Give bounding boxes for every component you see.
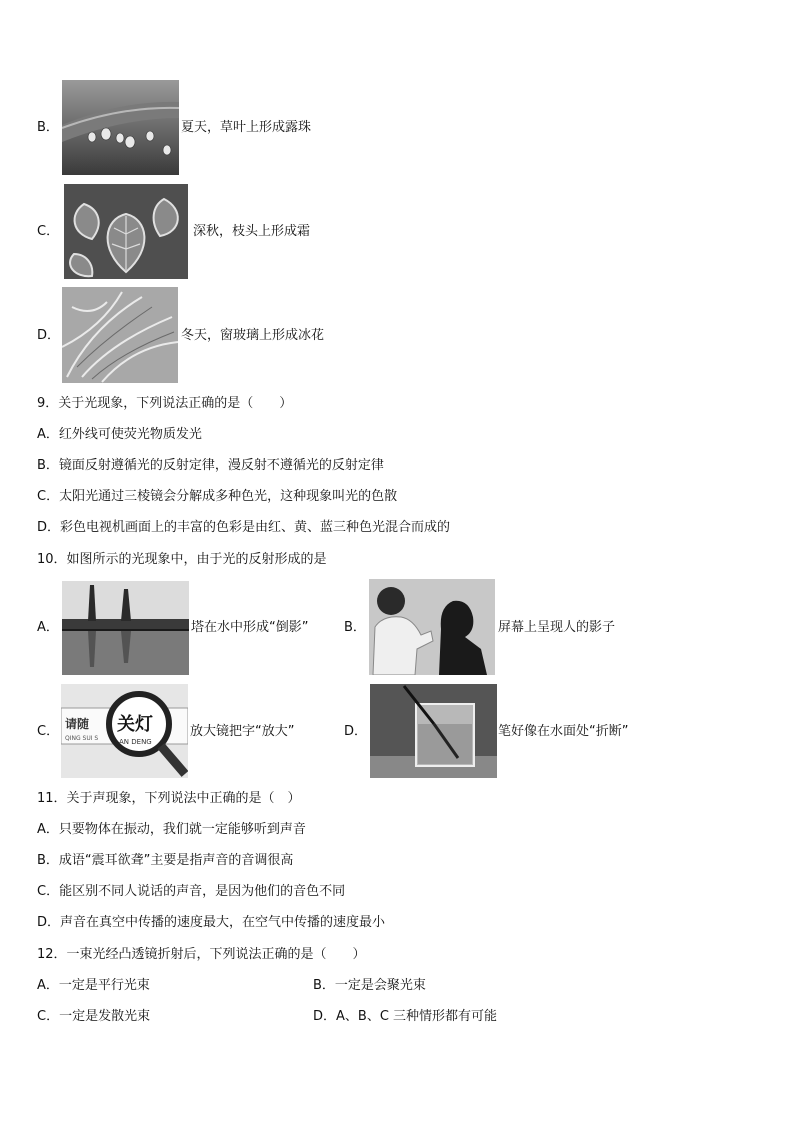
q10-option-c-text: 放大镜把字“放大” <box>190 724 295 739</box>
q12-option-a: A．一定是平行光束 <box>37 978 150 993</box>
q8-option-d-letter: D． <box>37 328 61 343</box>
q9-option-d: D．彩色电视机画面上的丰富的色彩是由红、黄、蓝三种色光混合而成的 <box>37 520 451 535</box>
sign-pinyin-lens: AN DENG <box>119 738 152 746</box>
q9-option-c: C．太阳光通过三棱镜会分解成多种色光，这种现象叫光的色散 <box>37 489 398 504</box>
q10-option-d-letter: D． <box>344 724 368 739</box>
q11-option-b: B．成语“震耳欲聋”主要是指声音的音调很高 <box>37 853 294 868</box>
sign-text-lens: 关灯 <box>117 714 153 735</box>
q12-option-b: B．一定是会聚光束 <box>313 978 426 993</box>
q12-stem: 12．一束光经凸透镜折射后，下列说法正确的是（ ） <box>37 947 366 962</box>
q11-stem: 11．关于声现象，下列说法中正确的是（ ） <box>37 791 301 806</box>
sign-pinyin-left: QING SUI S <box>65 735 99 742</box>
q8-option-b-text: 夏天，草叶上形成露珠 <box>181 120 312 135</box>
sign-text-left: 请随 <box>65 717 90 731</box>
ice-flowers-on-window-image <box>62 287 178 383</box>
q11-option-c: C．能区别不同人说话的声音，是因为他们的音色不同 <box>37 884 346 899</box>
hand-shadow-on-screen-image <box>369 579 495 675</box>
q8-option-c-letter: C． <box>37 224 60 239</box>
magnifier-sign-image <box>61 684 188 778</box>
pencil-in-water-image <box>370 684 497 778</box>
q8-option-c-text: 深秋，枝头上形成霜 <box>193 224 311 239</box>
q8-option-b-letter: B． <box>37 120 59 135</box>
beaker-drawing <box>370 684 497 778</box>
q9-option-b: B．镜面反射遵循光的反射定律，漫反射不遵循光的反射定律 <box>37 458 384 473</box>
q11-option-a: A．只要物体在振动，我们就一定能够听到声音 <box>37 822 306 837</box>
q10-option-b-letter: B． <box>344 620 366 635</box>
frost-on-leaves-image <box>64 184 188 279</box>
q10-stem: 10．如图所示的光现象中，由于光的反射形成的是 <box>37 552 327 567</box>
frost-leaf-drawing <box>64 184 188 279</box>
q11-option-d: D．声音在真空中传播的速度最大，在空气中传播的速度最小 <box>37 915 386 930</box>
q8-option-d-text: 冬天，窗玻璃上形成冰花 <box>181 328 325 343</box>
dew-leaf-drawing <box>62 80 179 175</box>
q10-option-a-letter: A． <box>37 620 59 635</box>
q9-stem: 9．关于光现象，下列说法正确的是（ ） <box>37 396 293 411</box>
q10-option-a-text: 塔在水中形成“倒影” <box>191 620 309 635</box>
q12-option-c: C．一定是发散光束 <box>37 1009 151 1024</box>
pagoda-reflection-image <box>62 581 189 675</box>
ice-flower-drawing <box>62 287 178 383</box>
q9-option-a: A．红外线可使荧光物质发光 <box>37 427 202 442</box>
q10-option-b-text: 屏幕上呈现人的影子 <box>498 620 616 635</box>
shadow-drawing <box>369 579 495 675</box>
pagoda-drawing <box>62 581 189 675</box>
dew-on-grass-leaf-image <box>62 80 179 175</box>
q12-option-d: D．A、B、C 三种情形都有可能 <box>313 1009 498 1024</box>
q10-option-c-letter: C． <box>37 724 60 739</box>
magnifier-drawing <box>61 684 188 778</box>
q10-option-d-text: 笔好像在水面处“折断” <box>498 724 629 739</box>
